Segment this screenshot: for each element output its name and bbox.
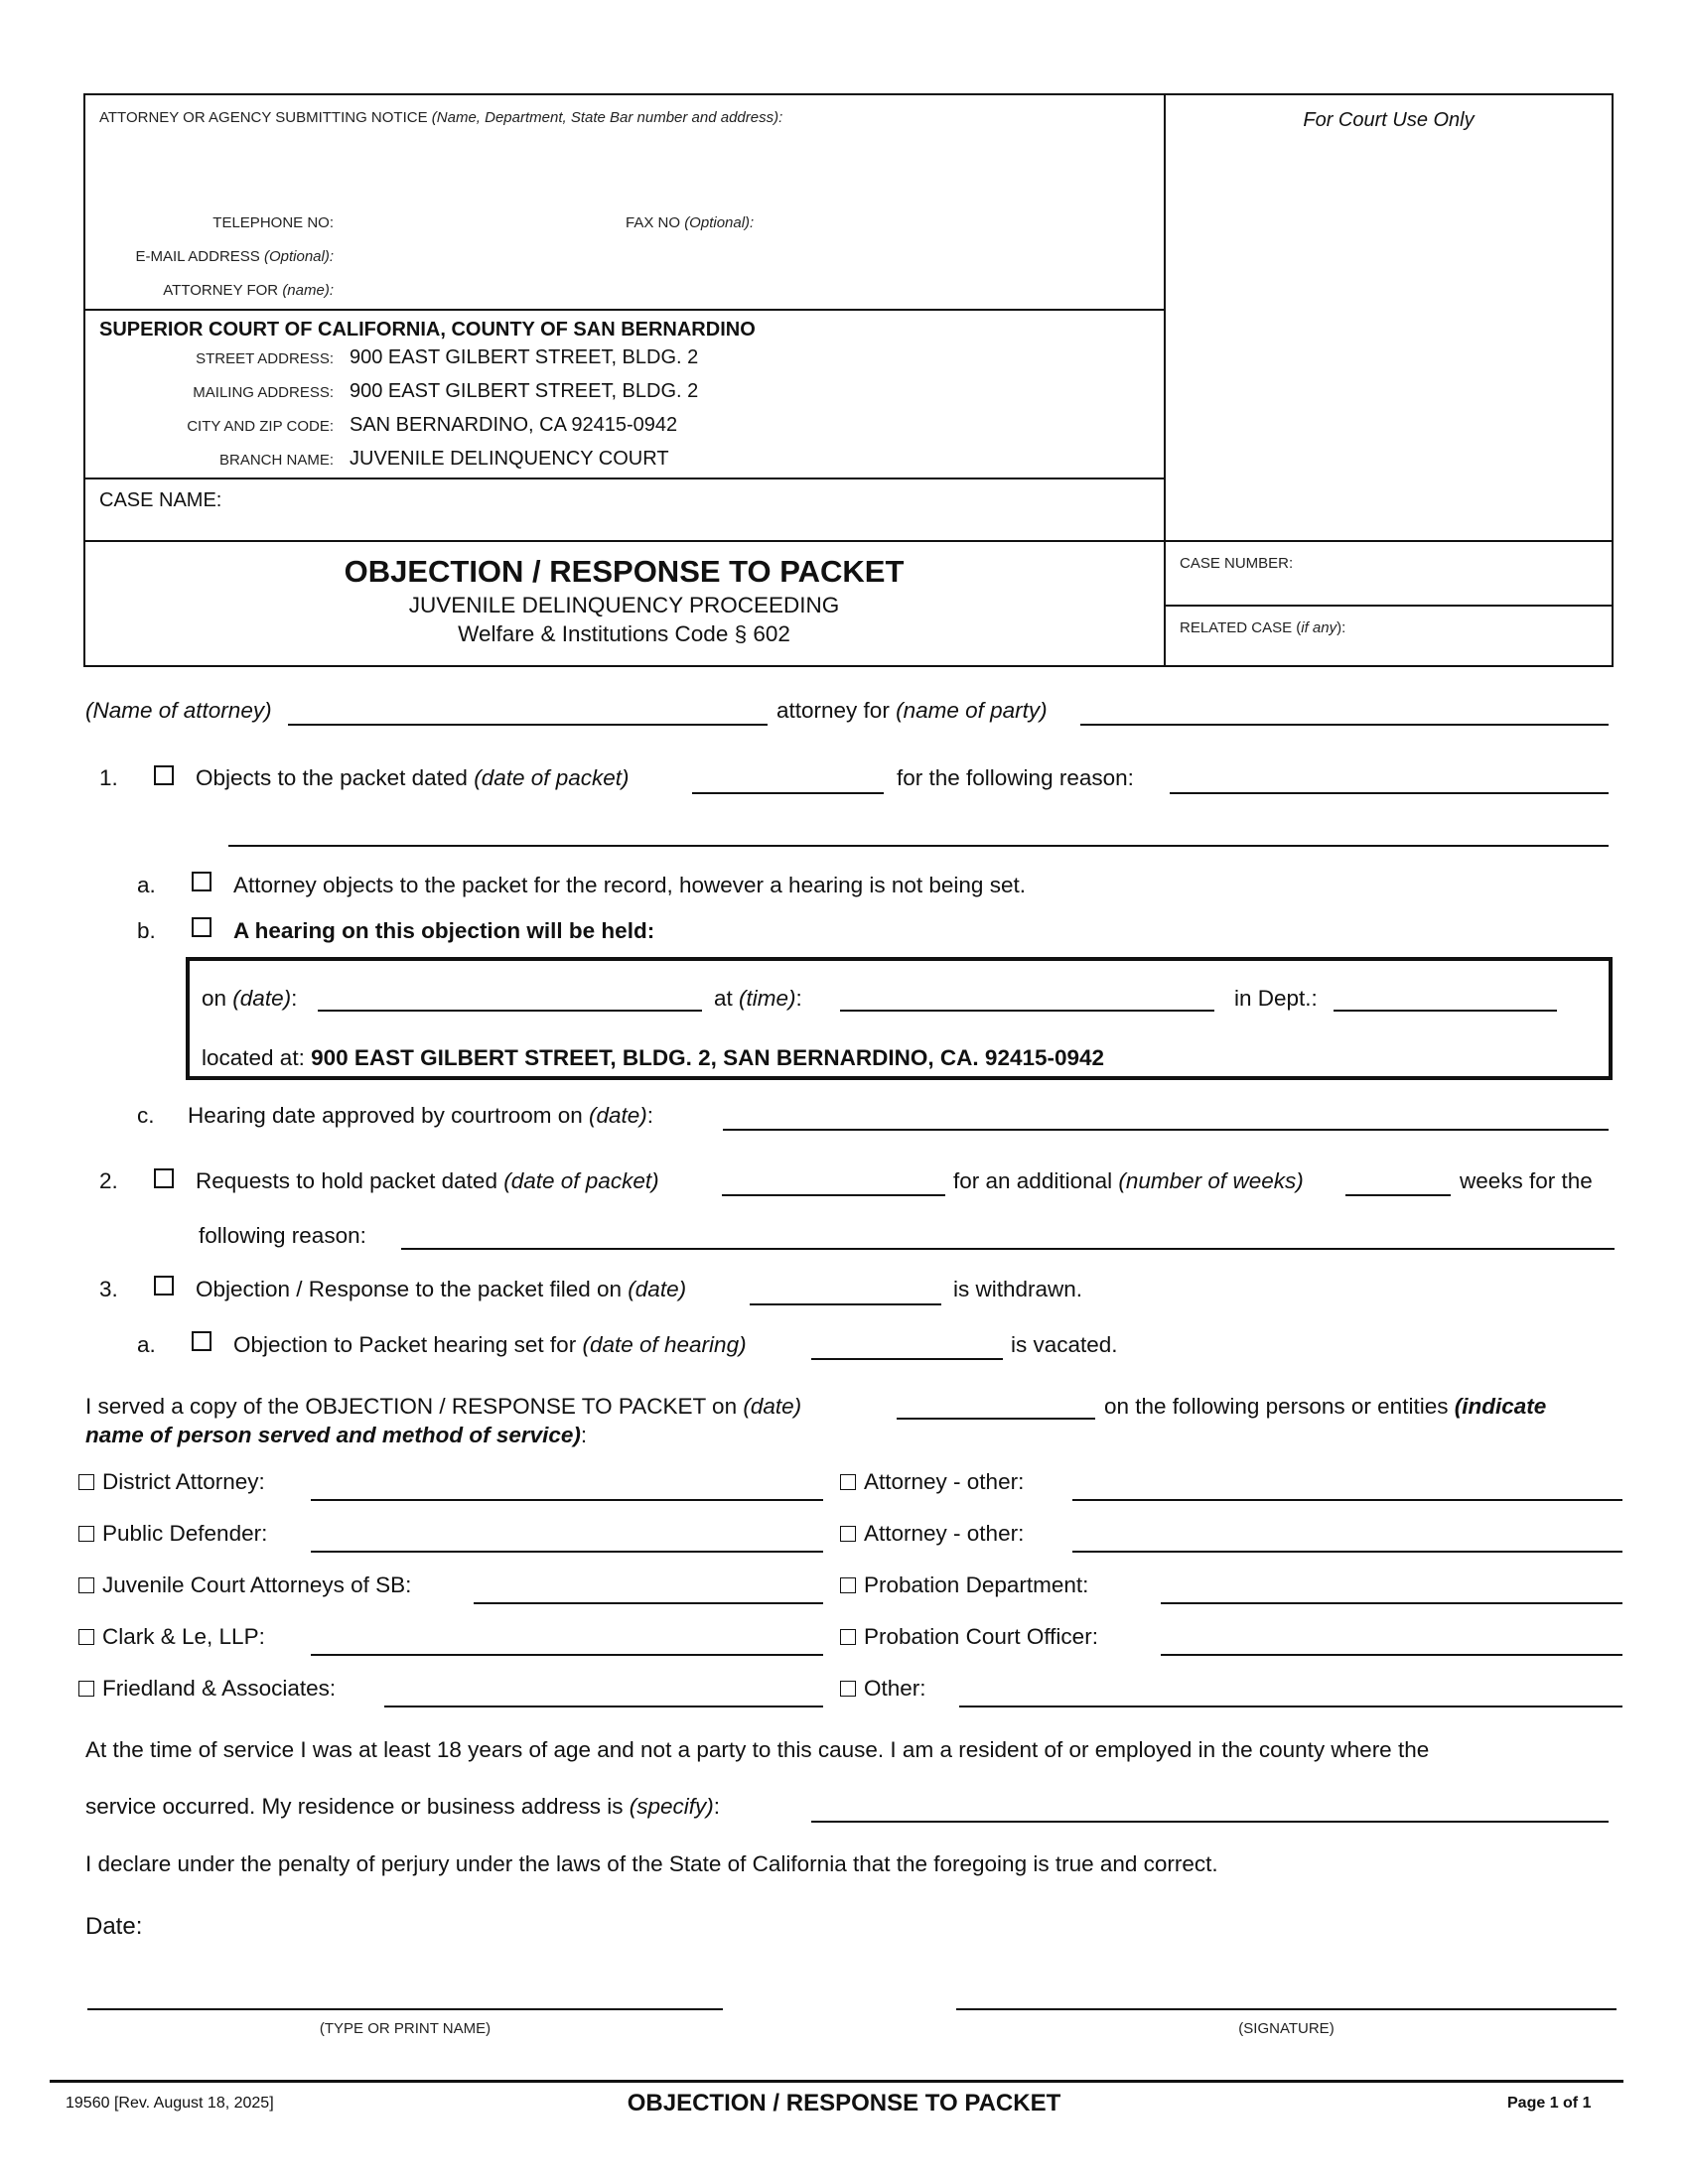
item2-number: 2. [99, 1168, 118, 1193]
hearing-dept-label: in Dept.: [1234, 986, 1318, 1011]
checkbox-icon[interactable] [840, 1577, 856, 1593]
hearing-on-label: on (date): [202, 986, 298, 1011]
service-other-field[interactable] [959, 1706, 1622, 1707]
item3-date-field[interactable] [750, 1303, 941, 1305]
city-value: SAN BERNARDINO, CA 92415-0942 [350, 414, 678, 436]
service-attorney-other-1[interactable]: Attorney - other: [840, 1469, 1024, 1495]
name-of-attorney-field[interactable] [288, 724, 768, 726]
branch-label: BRANCH NAME: [218, 452, 334, 469]
item3a-vacated: is vacated. [1011, 1332, 1118, 1357]
case-number-bottom [1164, 605, 1614, 607]
case-name-bottom [83, 540, 1614, 542]
hearing-time-field[interactable] [840, 1010, 1214, 1012]
item1-checkbox[interactable] [154, 765, 174, 785]
served-text: I served a copy of the OBJECTION / RESPONSE TO PACKET on (date) [85, 1394, 802, 1419]
occurred-statement: service occurred. My residence or business address is (specify): [85, 1794, 721, 1819]
service-district-attorney[interactable]: District Attorney: [78, 1469, 265, 1495]
hearing-date-field[interactable] [318, 1010, 702, 1012]
service-other[interactable]: Other: [840, 1676, 926, 1702]
served-bold-line2: name of person served and method of service): [85, 1423, 588, 1447]
fax-label: FAX NO (Optional): [626, 214, 755, 231]
court-section-bottom [83, 478, 1165, 479]
signature-field[interactable] [956, 2008, 1617, 2010]
attorney-for-label: ATTORNEY FOR (name): [163, 282, 334, 299]
print-name-label: (TYPE OR PRINT NAME) [319, 2020, 492, 2037]
street-value: 900 EAST GILBERT STREET, BLDG. 2 [350, 346, 699, 368]
form-subtitle: JUVENILE DELINQUENCY PROCEEDING [408, 593, 840, 617]
item3-text: Objection / Response to the packet filed on (date) [196, 1277, 687, 1301]
form-title: OBJECTION / RESPONSE TO PACKET [344, 554, 905, 589]
checkbox-icon[interactable] [840, 1629, 856, 1645]
form-number: 19560 [Rev. August 18, 2025] [66, 2095, 274, 2112]
court-name: SUPERIOR COURT OF CALIFORNIA, COUNTY OF SAN BERNARDINO [99, 319, 756, 341]
item3-checkbox[interactable] [154, 1276, 174, 1296]
item2-checkbox[interactable] [154, 1168, 174, 1188]
court-use-label: For Court Use Only [1303, 109, 1475, 131]
item2-weeks-for: weeks for the [1460, 1168, 1593, 1193]
item2-additional: for an additional (number of weeks) [953, 1168, 1304, 1193]
checkbox-icon[interactable] [840, 1474, 856, 1490]
form-code: Welfare & Institutions Code § 602 [458, 621, 790, 646]
attorney-section-bottom [83, 309, 1165, 311]
checkbox-icon[interactable] [78, 1681, 94, 1697]
address-field[interactable] [811, 1821, 1609, 1823]
print-name-field[interactable] [87, 2008, 723, 2010]
item2-weeks-field[interactable] [1345, 1194, 1451, 1196]
street-label: STREET ADDRESS: [196, 350, 334, 367]
checkbox-icon[interactable] [78, 1629, 94, 1645]
service-juvenile-attorneys-field[interactable] [474, 1602, 823, 1604]
service-friedland[interactable]: Friedland & Associates: [78, 1676, 336, 1702]
item3-number: 3. [99, 1277, 118, 1301]
mailing-value: 900 EAST GILBERT STREET, BLDG. 2 [350, 380, 699, 402]
city-label: CITY AND ZIP CODE: [187, 418, 334, 435]
item1a-text: Attorney objects to the packet for the record, however a hearing is not being set. [233, 873, 1026, 897]
item3a-label: a. [137, 1332, 156, 1357]
item3-withdrawn: is withdrawn. [953, 1277, 1083, 1301]
branch-value: JUVENILE DELINQUENCY COURT [350, 448, 669, 470]
item1c-date-field[interactable] [723, 1129, 1609, 1131]
service-clark-le[interactable]: Clark & Le, LLP: [78, 1624, 265, 1650]
item1b-checkbox[interactable] [192, 917, 211, 937]
service-juvenile-attorneys[interactable]: Juvenile Court Attorneys of SB: [78, 1572, 411, 1598]
case-name-label: CASE NAME: [99, 489, 222, 511]
served-following: on the following persons or entities (indicate [1104, 1394, 1547, 1419]
item2-text: Requests to hold packet dated (date of packet) [196, 1168, 659, 1193]
telephone-label: TELEPHONE NO: [212, 214, 334, 231]
item2-reason-field[interactable] [401, 1248, 1615, 1250]
item1-date-field[interactable] [692, 792, 884, 794]
age-statement: At the time of service I was at least 18 years of age and not a party to this cause. I am a resident of or employed in the county where the [85, 1737, 1430, 1762]
mailing-label: MAILING ADDRESS: [193, 384, 334, 401]
service-attorney-other-2-field[interactable] [1072, 1551, 1622, 1553]
attorney-for-text: attorney for (name of party) [776, 698, 1048, 723]
signature-label: (SIGNATURE) [1238, 2020, 1335, 2037]
checkbox-icon[interactable] [840, 1526, 856, 1542]
item1-number: 1. [99, 765, 118, 790]
service-public-defender-field[interactable] [311, 1551, 823, 1553]
service-friedland-field[interactable] [384, 1706, 823, 1707]
related-case-label: RELATED CASE (if any): [1180, 619, 1346, 636]
case-number-label: CASE NUMBER: [1180, 555, 1294, 572]
page-number: Page 1 of 1 [1507, 2095, 1592, 2112]
service-probation-officer[interactable]: Probation Court Officer: [840, 1624, 1098, 1650]
service-probation-dept[interactable]: Probation Department: [840, 1572, 1088, 1598]
item1-reason-label: for the following reason: [897, 765, 1134, 790]
item1a-checkbox[interactable] [192, 872, 211, 891]
service-attorney-other-1-field[interactable] [1072, 1499, 1622, 1501]
service-attorney-other-2[interactable]: Attorney - other: [840, 1521, 1024, 1547]
served-date-field[interactable] [897, 1418, 1095, 1420]
name-of-attorney-label: (Name of attorney) [85, 698, 272, 723]
checkbox-icon[interactable] [78, 1526, 94, 1542]
item3a-date-field[interactable] [811, 1358, 1003, 1360]
footer-title: OBJECTION / RESPONSE TO PACKET [627, 2090, 1061, 2116]
declare-statement: I declare under the penalty of perjury under the laws of the State of California that the foregoing is true and correct. [85, 1851, 1218, 1876]
service-probation-dept-field[interactable] [1161, 1602, 1622, 1604]
date-label: Date: [85, 1913, 143, 1940]
item1b-text: A hearing on this objection will be held: [233, 918, 655, 943]
footer-rule [50, 2080, 1623, 2083]
item1-reason-field[interactable] [1170, 792, 1609, 794]
item1c-text: Hearing date approved by courtroom on (date): [188, 1103, 654, 1128]
email-label: E-MAIL ADDRESS (Optional): [135, 248, 334, 265]
item2-date-field[interactable] [722, 1194, 945, 1196]
checkbox-icon[interactable] [78, 1577, 94, 1593]
service-probation-officer-field[interactable] [1161, 1654, 1622, 1656]
item1-reason-field-2[interactable] [228, 845, 1609, 847]
checkbox-icon[interactable] [78, 1474, 94, 1490]
hearing-location: located at: 900 EAST GILBERT STREET, BLDG. 2, SAN BERNARDINO, CA. 92415-0942 [202, 1045, 1105, 1070]
item1c-label: c. [137, 1103, 155, 1128]
item3a-text: Objection to Packet hearing set for (date of hearing) [233, 1332, 747, 1357]
checkbox-icon[interactable] [840, 1681, 856, 1697]
hearing-dept-field[interactable] [1334, 1010, 1557, 1012]
service-district-attorney-field[interactable] [311, 1499, 823, 1501]
name-of-party-field[interactable] [1080, 724, 1609, 726]
item2-following-reason: following reason: [199, 1223, 366, 1248]
item1a-label: a. [137, 873, 156, 897]
item1b-label: b. [137, 918, 156, 943]
item3a-checkbox[interactable] [192, 1331, 211, 1351]
service-public-defender[interactable]: Public Defender: [78, 1521, 267, 1547]
item1-text: Objects to the packet dated (date of packet) [196, 765, 630, 790]
service-clark-le-field[interactable] [311, 1654, 823, 1656]
hearing-at-label: at (time): [714, 986, 802, 1011]
attorney-label: ATTORNEY OR AGENCY SUBMITTING NOTICE (Name, Department, State Bar number and address): [99, 109, 783, 126]
